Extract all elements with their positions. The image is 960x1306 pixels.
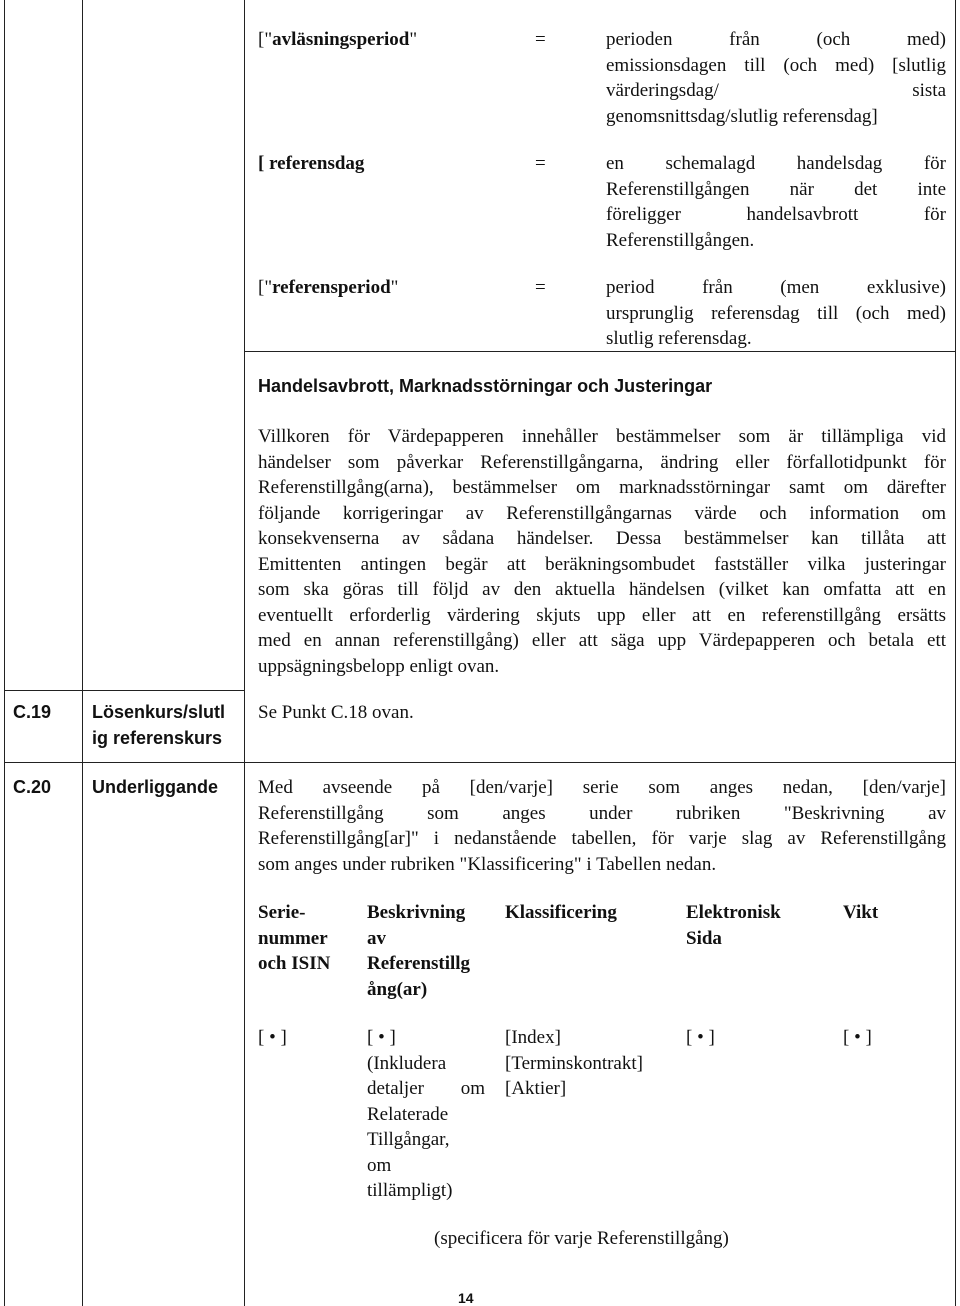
table-footnote: (specificera för varje Referenstillgång): [434, 1228, 729, 1249]
section-paragraph: Villkoren för Värdepapperen innehåller bestämmelser som är tillämpliga vid händelser som påverkar Referenstillgångarna, ändring eller förfallotidpunkt för Referenstillgång(arna), bestämmelser om marknadsstörningar samt om därefter följande korrigeringar av Referenstillgångarnas värde och information om konsekvenserna av sådana händelser. Dessa bestämmelser kan tillåta att Emittenten antingen begär att beräkningsombudet fastställer vilka justeringar som ska göras till följd av den aktuella händelsen (vilket kan omfatta att en eventuellt erforderlig värdering skjuts upp eller att en referenstillgång ersätts med en annan referenstillgång) eller att säga upp Värdepapperen och betala ett uppsägningsbelopp enligt ovan.: [258, 426, 946, 677]
right-border: [955, 0, 956, 1306]
definition-term: [ referensdag: [258, 153, 365, 174]
c20-number: C.20: [13, 777, 52, 797]
table-header-classification: Klassificering: [505, 902, 617, 923]
c19-number: C.19: [13, 702, 52, 722]
table-header-description: Beskrivning av Referenstillg ång(ar): [367, 902, 471, 1000]
definition-equals: =: [535, 277, 546, 298]
table-header-series: Serie- nummer och ISIN: [258, 902, 331, 974]
c20-paragraph: Med avseende på [den/varje] serie som anges nedan, [den/varje] Referenstillgång som anges under rubriken "Beskrivning av Referenstillgång[ar]" i nedanstående tabellen, för varje slag av Referenstillgång som anges under rubriken "Klassificering" i Tabellen nedan.: [258, 777, 946, 875]
definition-equals: =: [535, 29, 546, 50]
table-cell-classification: [Index] [Terminskontrakt] [Aktier]: [505, 1027, 643, 1099]
definition-equals: =: [535, 153, 546, 174]
definition-text: perioden från (och med) emissionsdagen till (och med) [slutlig värderingsdag/ sista genomsnittsdag/slutlig referensdag]: [606, 29, 946, 127]
column-divider-2: [244, 0, 245, 1306]
table-header-electronic-page: Elektronisk Sida: [686, 902, 781, 949]
column-divider-1: [82, 0, 83, 1306]
table-cell-electronic-page: [ • ]: [686, 1027, 715, 1048]
section-heading: Handelsavbrott, Marknadsstörningar och Justeringar: [258, 376, 713, 396]
definition-term: ["avläsningsperiod": [258, 29, 418, 50]
table-cell-series: [ • ]: [258, 1027, 287, 1048]
c20-top-rule: [4, 762, 956, 763]
c19-label: Lösenkurs/slutl ig referenskurs: [92, 702, 226, 748]
c19-top-rule: [4, 690, 244, 691]
table-cell-weight: [ • ]: [843, 1027, 872, 1048]
definition-text: en schemalagd handelsdag för Referenstillgången när det inte föreligger handelsavbrott för Referenstillgången.: [606, 153, 946, 251]
c19-text: Se Punkt C.18 ovan.: [258, 702, 414, 723]
page-number: 14: [458, 1290, 474, 1306]
definition-text: period från (men exklusive) ursprunglig referensdag till (och med) slutlig referensdag.: [606, 277, 946, 349]
table-header-weight: Vikt: [843, 902, 879, 923]
table-cell-description: [ • ] (Inkludera detaljer om Relaterade Tillgångar, om tillämpligt): [367, 1027, 485, 1201]
c20-label: Underliggande: [92, 777, 219, 797]
definition-term: ["referensperiod": [258, 277, 399, 298]
left-border: [4, 0, 5, 1306]
